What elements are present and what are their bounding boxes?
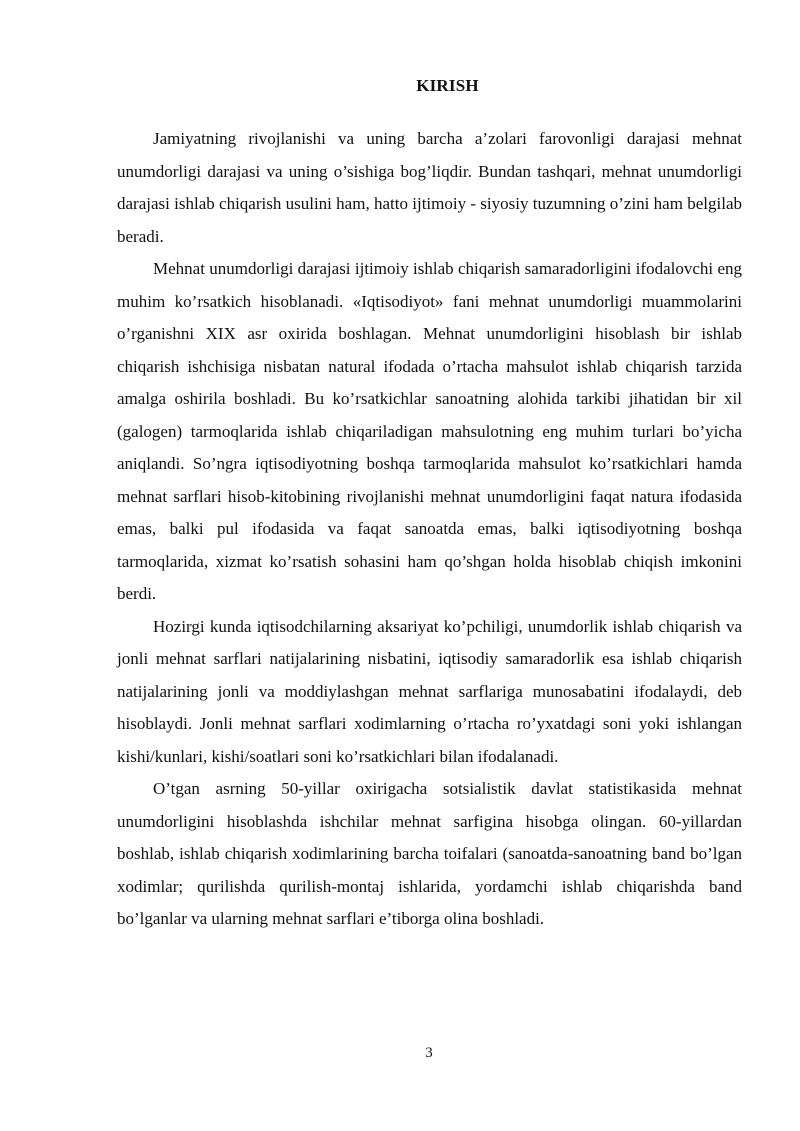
paragraph-4: O’tgan asrning 50-yillar oxirigacha sotsialistik davlat statistikasida mehnat unumdorligini hisoblashda ishchilar mehnat sarfigina hisobga olingan. 60-yillardan boshlab, ishlab chiqarish xodimlarining barcha toifalari (sanoatda-sanoatning band bo’lgan xodimlar; qurilishda qurilish-montaj ishlarida, yordamchi ishlab chiqarishda band bo’lganlar va ularning mehnat sarflari e’tiborga olina boshladi.	[117, 779, 742, 928]
page-title: KIRISH	[416, 76, 479, 95]
paragraph-3: Hozirgi kunda iqtisodchilarning aksariyat ko’pchiligi, unumdorlik ishlab chiqarish va jonli mehnat sarflari natijalarining nisbatini, iqtisodiy samaradorlik esa ishlab chiqarish natijalarining jonli va moddiylashgan mehnat sarflariga munosabatini ifodalaydi, deb hisoblaydi. Jonli mehnat sarflari xodimlarning o’rtacha ro’yxatdagi soni yoki ishlangan kishi/kunlari, kishi/soatlari soni ko’rsatkichlari bilan ifodalanadi.	[117, 616, 742, 766]
page-number: 3	[425, 1045, 433, 1061]
paragraph-1: Jamiyatning rivojlanishi va uning barcha a’zolari farovonligi darajasi mehnat unumdorligi darajasi va uning o’sishiga bog’liqdir. Bundan tashqari, mehnat unumdorligi darajasi ishlab chiqarish usulini ham, hatto ijtimoiy - siyosiy tuzumning o’zini ham belgilab beradi.	[117, 129, 742, 246]
paragraph-2: Mehnat unumdorligi darajasi ijtimoiy ishlab chiqarish samaradorligini ifodalovchi eng muhim ko’rsatkich hisoblanadi. «Iqtisodiyot» fani mehnat unumdorligi muammolarini o’rganishni XIX asr oxirida boshlagan. Mehnat unumdorligini hisoblash bir ishlab chiqarish ishchisiga nisbatan natural ifodada o’rtacha mahsulot ishlab chiqarish tarzida amalga oshirila boshladi. Bu ko’rsatkichlar sanoatning alohida tarkibi jihatidan bir xil (galogen) tarmoqlarida ishlab chiqariladigan mahsulotning eng muhim turlari bo’yicha aniqlandi. So’ngra iqtisodiyotning boshqa tarmoqlarida mahsulot ko’rsatkichlari hamda mehnat sarflari hisob-kitobining rivojlanishi mehnat unumdorligini faqat natura ifodasida emas, balki pul ifodasida va faqat sanoatda emas, balki iqtisodiyotning boshqa tarmoqlarida, xizmat ko’rsatish sohasini ham qo’shgan holda hisoblab chiqish imkonini berdi.	[117, 259, 742, 603]
document-body	[117, 123, 742, 936]
